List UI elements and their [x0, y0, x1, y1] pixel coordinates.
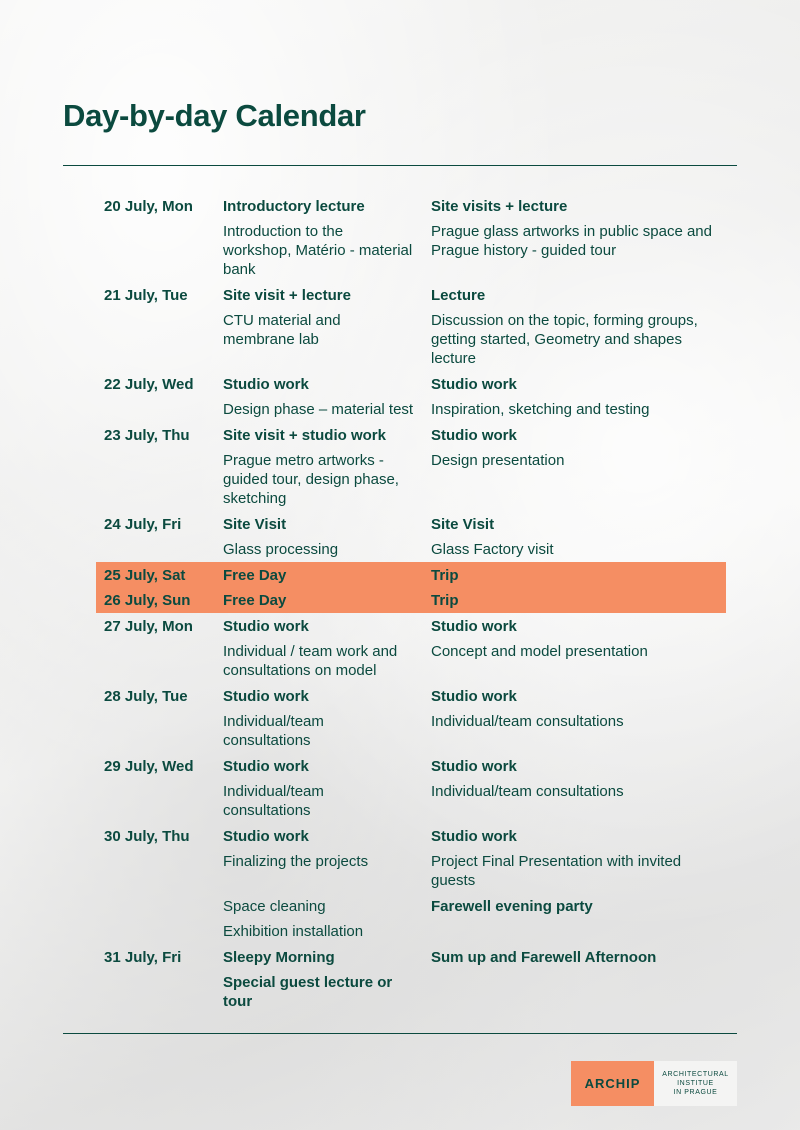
day-date: 29 July, Wed [104, 757, 194, 775]
table-row [96, 397, 726, 423]
day-date: 24 July, Fri [104, 515, 182, 533]
morning-activity: Studio work [223, 617, 309, 635]
table-row [96, 422, 726, 448]
day-date [96, 849, 215, 894]
table-row [96, 639, 726, 684]
table-row [96, 219, 726, 283]
day-date [96, 709, 215, 754]
table-row [96, 588, 726, 614]
morning-activity: Studio work [223, 757, 309, 775]
morning-activity: Site visit + lecture [223, 286, 351, 304]
day-date: 26 July, Sun [104, 592, 191, 609]
day-date [96, 308, 215, 372]
afternoon-activity: Lecture [431, 286, 486, 304]
afternoon-activity: Individual/team consultations [431, 713, 624, 730]
morning-activity: Individual / team work and consultations on model [223, 643, 398, 679]
day-date [96, 219, 215, 283]
day-date: 21 July, Tue [104, 286, 188, 304]
table-row [96, 893, 726, 919]
morning-activity: Free Day [223, 566, 287, 584]
day-date: 23 July, Thu [104, 426, 190, 444]
afternoon-activity [423, 970, 726, 1015]
morning-activity: Site visit + studio work [223, 426, 386, 444]
morning-activity: Space cleaning [223, 897, 326, 915]
afternoon-activity: Studio work [431, 687, 517, 705]
afternoon-activity: Site Visit [431, 515, 495, 533]
day-date: 28 July, Tue [104, 687, 188, 705]
afternoon-activity: Project Final Presentation with invited guests [431, 853, 682, 889]
logo-line: IN PRAGUE [673, 1089, 718, 1096]
day-date: 27 July, Mon [104, 617, 193, 635]
day-date: 25 July, Sat [104, 566, 186, 584]
page-title: Day-by-day Calendar [63, 98, 366, 133]
morning-activity: CTU material and membrane lab [223, 312, 341, 348]
day-date: 20 July, Mon [104, 197, 193, 215]
table-row [96, 193, 726, 219]
afternoon-activity: Concept and model presentation [431, 643, 648, 660]
day-date: 30 July, Thu [104, 827, 190, 845]
day-date [96, 397, 215, 423]
morning-activity: Individual/team consultations [223, 713, 324, 749]
afternoon-activity: Trip [431, 566, 459, 584]
calendar-table [96, 193, 726, 1014]
table-row [96, 562, 726, 588]
morning-activity: Glass processing [223, 541, 339, 558]
day-date [96, 779, 215, 824]
morning-activity: Prague metro artworks - guided tour, design phase, sketching [223, 452, 399, 507]
day-date [96, 970, 215, 1015]
morning-activity: Site Visit [223, 515, 287, 533]
table-row [96, 919, 726, 945]
morning-activity: Sleepy Morning [223, 948, 335, 966]
afternoon-activity: Studio work [431, 375, 517, 393]
table-row [96, 448, 726, 512]
morning-activity: Finalizing the projects [223, 853, 369, 870]
morning-activity: Individual/team consultations [223, 783, 324, 819]
day-date [96, 639, 215, 684]
afternoon-activity: Studio work [431, 617, 517, 635]
table-row [96, 970, 726, 1015]
logo-line: ARCHITECTURAL [662, 1071, 729, 1078]
day-date [96, 537, 215, 563]
morning-activity: Special guest lecture or tour [223, 974, 393, 1010]
morning-activity: Design phase – material test [223, 401, 414, 418]
morning-activity: Free Day [223, 592, 287, 609]
table-row [96, 371, 726, 397]
logo-mark: ARCHIP [571, 1061, 654, 1106]
afternoon-activity: Glass Factory visit [431, 541, 554, 558]
table-row [96, 308, 726, 372]
morning-activity: Studio work [223, 827, 309, 845]
table-row [96, 849, 726, 894]
day-date: 22 July, Wed [104, 375, 194, 393]
morning-activity: Introduction to the workshop, Matério - material bank [223, 223, 413, 278]
afternoon-activity: Discussion on the topic, forming groups, getting started, Geometry and shapes lecture [431, 312, 698, 367]
afternoon-activity: Sum up and Farewell Afternoon [431, 948, 657, 966]
afternoon-activity: Studio work [431, 827, 517, 845]
table-row [96, 709, 726, 754]
morning-activity: Introductory lecture [223, 197, 365, 215]
afternoon-activity: Studio work [431, 757, 517, 775]
day-date [96, 448, 215, 512]
table-row [96, 613, 726, 639]
archip-logo [571, 1061, 737, 1106]
table-row [96, 944, 726, 970]
afternoon-activity [423, 919, 726, 945]
day-date [96, 893, 215, 919]
table-row [96, 511, 726, 537]
morning-activity: Studio work [223, 375, 309, 393]
afternoon-activity: Prague glass artworks in public space and Prague history - guided tour [431, 223, 712, 259]
table-row [96, 823, 726, 849]
table-row [96, 683, 726, 709]
afternoon-activity: Individual/team consultations [431, 783, 624, 800]
table-row [96, 282, 726, 308]
afternoon-activity: Site visits + lecture [431, 197, 568, 215]
afternoon-activity: Trip [431, 592, 459, 609]
table-row [96, 779, 726, 824]
afternoon-activity: Design presentation [431, 452, 565, 469]
afternoon-activity: Studio work [431, 426, 517, 444]
table-row [96, 753, 726, 779]
bottom-divider [63, 1033, 737, 1034]
morning-activity: Studio work [223, 687, 309, 705]
day-date [96, 919, 215, 945]
afternoon-activity: Inspiration, sketching and testing [431, 401, 650, 418]
morning-activity: Exhibition installation [223, 923, 364, 940]
afternoon-activity: Farewell evening party [431, 897, 593, 915]
logo-subtitle [654, 1061, 737, 1106]
logo-line: INSTITUE [677, 1080, 714, 1087]
top-divider [63, 165, 737, 166]
day-date: 31 July, Fri [104, 948, 182, 966]
table-row [96, 537, 726, 563]
